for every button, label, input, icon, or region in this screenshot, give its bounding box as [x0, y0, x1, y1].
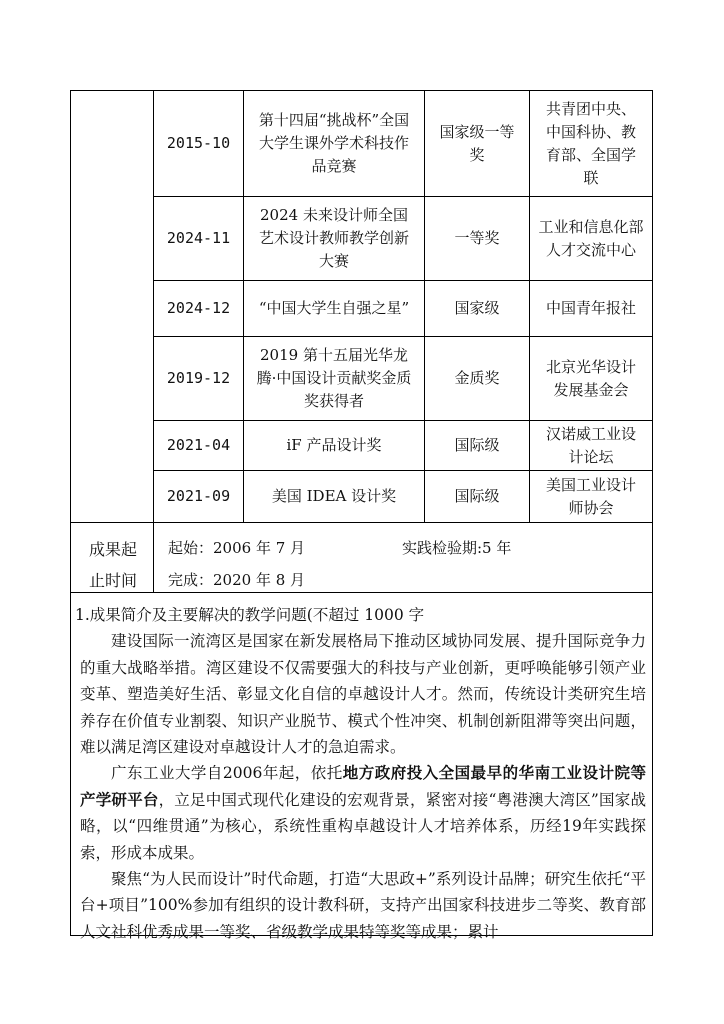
award-date: 2019-12	[166, 369, 231, 387]
award-name: 2024 未来设计师全国艺术设计教师教学创新大赛	[258, 206, 409, 270]
award-level: 国际级	[454, 487, 500, 505]
award-name: “中国大学生自强之星”	[258, 299, 410, 317]
award-level: 国际级	[454, 436, 500, 454]
practice-period: 实践检验期:5 年	[402, 539, 512, 557]
award-org: 共青团中央、中国科协、教育部、全国学联	[545, 99, 636, 187]
award-org: 美国工业设计师协会	[545, 475, 636, 517]
end-date: 完成：2020 年 8 月	[168, 571, 306, 589]
award-date: 2015-10	[166, 134, 231, 152]
award-org: 中国青年报社	[545, 299, 636, 317]
award-level: 国家级	[454, 299, 500, 317]
award-level: 金质奖	[454, 369, 500, 387]
award-name: 2019 第十五届光华龙腾·中国设计贡献奖金质奖获得者	[256, 346, 412, 410]
award-date: 2021-04	[166, 436, 231, 454]
award-level: 国家级一等奖	[439, 122, 515, 164]
summary-paragraph: 建设国际一流湾区是国家在新发展格局下推动区域协同发展、提升国际竞争力的重大战略举措。湾区建设不仅需要强大的科技与产业创新，更呼唤能够引领产业变革、塑造美好生活、彰显文化自信的卓越设计人才。然而，传统设计类研究生培养存在价值专业割裂、知识产业脱节、模式个性冲突、机制创新阻滞等突出问题，难以满足湾区建设对卓越设计人才的急迫需求。	[80, 632, 646, 757]
award-org: 北京光华设计发展基金会	[545, 357, 636, 399]
award-name: 第十四届“挑战杯”全国大学生课外学术科技作品竞赛	[258, 111, 410, 175]
timeline-label-line2: 止时间	[88, 571, 137, 590]
summary-paragraph: 聚焦“为人民而设计”时代命题，打造“大思政+”系列设计品牌；研究生依托“平台+项目”100%参加有组织的设计教科研，支持产出国家科技进步二等奖、教育部人文社科优秀成果一等奖、省级教学成果特等奖等成果；累计	[80, 870, 646, 941]
highlighted-text: 地方政府投入全国最早的华南工业设计院等产学研平台	[80, 763, 646, 809]
start-date: 起始：2006 年 7 月	[168, 539, 306, 557]
paragraph-text: ，立足中国式现代化建设的宏观背景，紧密对接“粤港澳大湾区”国家战略，以“四维贯通”为核心，系统性重构卓越设计人才培养体系，历经19年实践探索，形成本成果。	[80, 790, 646, 862]
row-divider	[70, 592, 653, 593]
award-name: 美国 IDEA 设计奖	[271, 487, 397, 505]
paragraph-text: 广东工业大学自2006年起，依托	[111, 764, 343, 783]
summary-section	[75, 602, 646, 945]
award-org: 汉诺威工业设计论坛	[545, 424, 636, 466]
award-date: 2024-11	[166, 229, 231, 247]
summary-heading: 1.成果简介及主要解决的教学问题(不超过 1000 字	[75, 606, 425, 624]
award-date: 2024-12	[166, 299, 231, 317]
summary-paragraph	[80, 760, 646, 866]
row-divider	[70, 522, 653, 523]
award-level: 一等奖	[454, 229, 500, 247]
award-name: iF 产品设计奖	[286, 436, 382, 454]
award-date: 2021-09	[166, 487, 231, 505]
award-org: 工业和信息化部人才交流中心	[538, 217, 644, 259]
timeline-label-line1: 成果起	[88, 540, 137, 559]
